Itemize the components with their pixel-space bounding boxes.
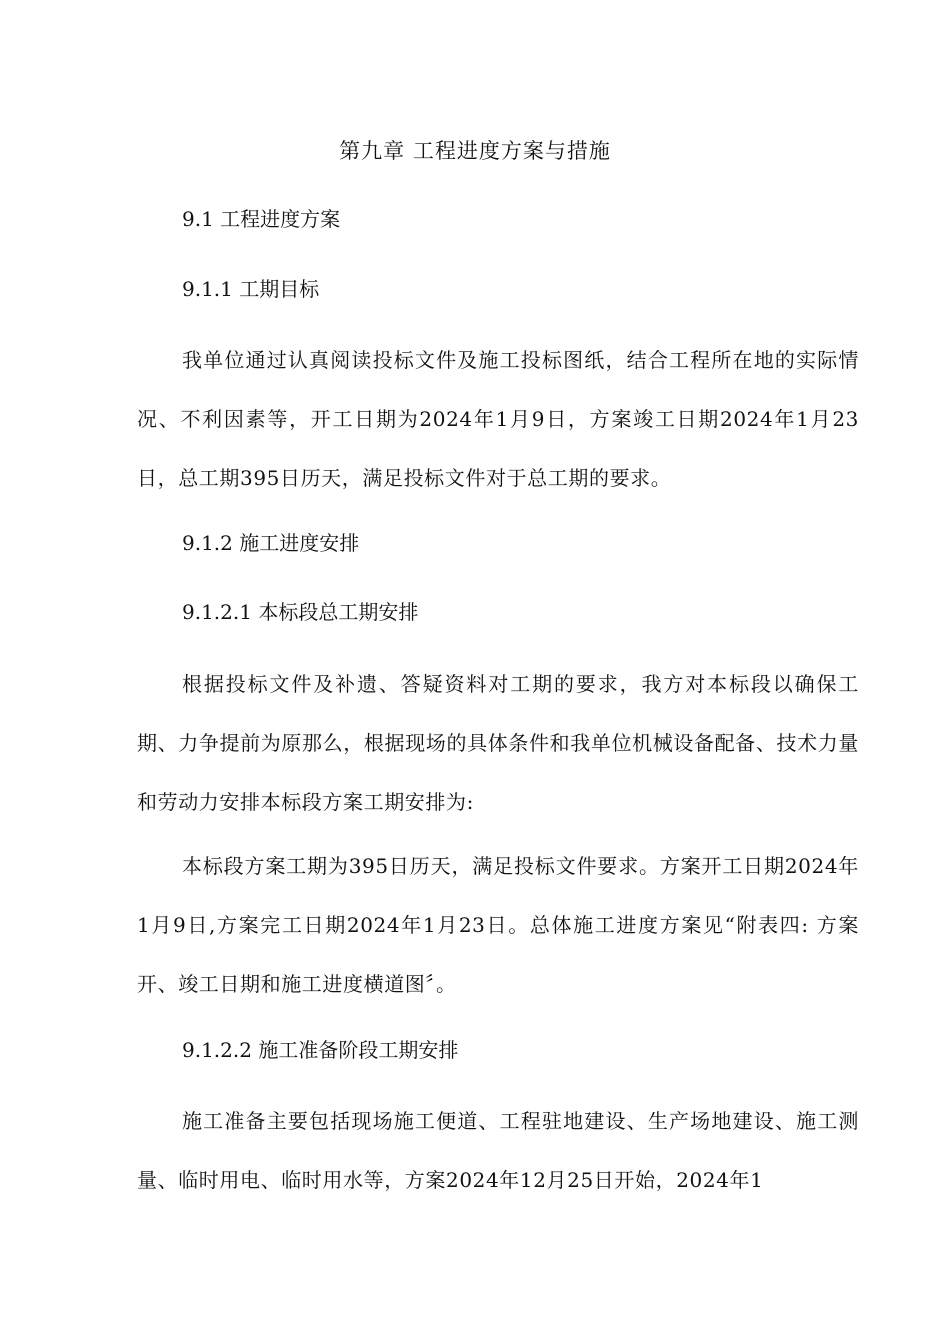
section-heading-9-1-2-1: 9.1.2.1 本标段总工期安排 — [182, 600, 419, 624]
chapter-title: 第九章 工程进度方案与措施 — [339, 139, 611, 163]
paragraph-total-duration-arrangement: 根据投标文件及补遗、答疑资料对工期的要求，我方对本标段以确保工期、力争提前为原那么，根据现场的具体条件和我单位机械设备配备、技术力量和劳动力安排本标段方案工期安排为: — [137, 672, 859, 814]
paragraph-planned-duration: 本标段方案工期为395日历天，满足投标文件要求。方案开工日期2024年1月9日,方案完工日期2024年1月23日。总体施工进度方案见“附表四: 方案开、竣工日期和施工进度横道图〞。 — [137, 854, 859, 996]
section-heading-9-1-2-2: 9.1.2.2 施工准备阶段工期安排 — [182, 1038, 459, 1062]
paragraph-schedule-target: 我单位通过认真阅读投标文件及施工投标图纸，结合工程所在地的实际情况、不利因素等，开工日期为2024年1月9日，方案竣工日期2024年1月23日，总工期395日历天，满足投标文件对于总工期的要求。 — [137, 348, 859, 490]
section-heading-9-1: 9.1 工程进度方案 — [182, 207, 341, 231]
section-heading-9-1-1: 9.1.1 工期目标 — [182, 277, 320, 301]
section-heading-9-1-2: 9.1.2 施工进度安排 — [182, 531, 360, 555]
paragraph-preparation-stage: 施工准备主要包括现场施工便道、工程驻地建设、生产场地建设、施工测量、临时用电、临时用水等，方案2024年12月25日开始，2024年1 — [137, 1109, 859, 1192]
